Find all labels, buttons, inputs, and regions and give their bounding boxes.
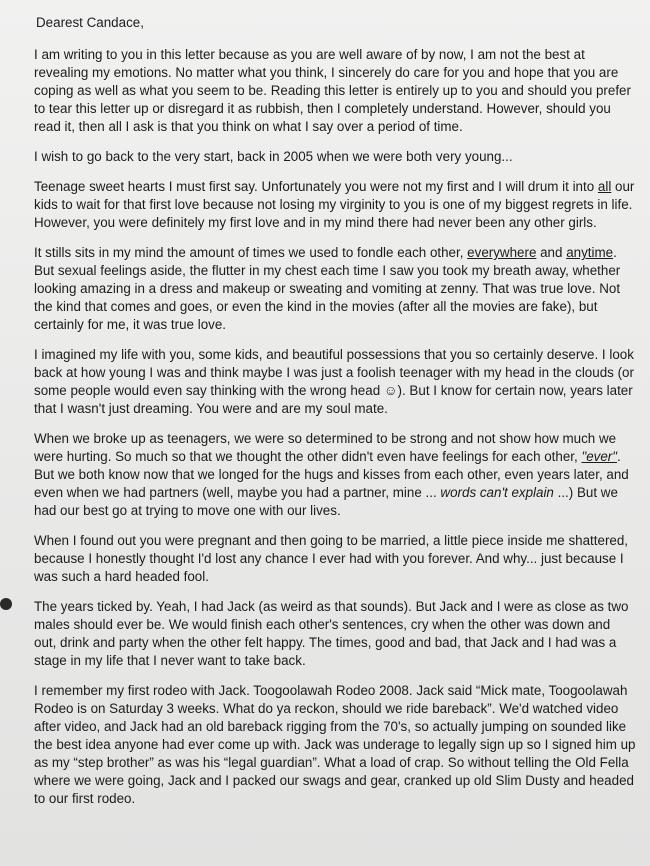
underlined-word: anytime [566, 245, 614, 260]
paragraph-text: When I found out you were pregnant and then going to be married, a little piece inside me shattered, because I honestly thought I'd lost any chance I ever had with you forever. And why... just because I was such a hard headed fool. [34, 533, 629, 584]
paragraph-text: . But we both know now that we longed for the hugs and kisses from each other, even years later, and even when we had partners (well, maybe you had a partner, mine ... [34, 449, 629, 500]
paragraph-text: ...) But we had our best go at trying to move one with our lives. [34, 485, 618, 518]
paragraph-rodeo [34, 682, 636, 808]
underlined-word: everywhere [467, 245, 537, 260]
paragraph-text: our kids to wait for that first love because not losing my virginity to you is one of my biggest regrets in life. However, you were definitely my first love and in my mind there had never been any other girls. [34, 179, 635, 230]
paragraph-start [34, 148, 636, 166]
paragraph-text: and [536, 245, 567, 260]
paragraph-text: . But sexual feelings aside, the flutter in my chest each time I saw you took my breath away, whether looking amazing in a dress and makeup or sweating and vomiting at zenny. That was true love. Not the kind that comes and goes, or even the kind in the movies (after all the movies are fake), but certainly for me, it was true love. [34, 245, 621, 332]
paragraph-intro [34, 46, 636, 136]
paragraph-broke-up [34, 430, 636, 520]
underlined-italic-word: "ever" [581, 449, 618, 464]
paragraph-pregnant [34, 532, 636, 586]
underlined-word: all [597, 179, 612, 194]
letter-greeting: Dearest Candace, [36, 15, 144, 30]
paragraph-text: It stills sits in my mind the amount of times we used to fondle each other, [34, 245, 468, 260]
paragraph-text: I imagined my life with you, some kids, and beautiful possessions that you so certainly deserve. I look back at how young I was and think maybe I was just a foolish teenager with my head in the clouds (or some people would even say thinking with the wrong head ☺). But I know for certain now, years later that I wasn't just dreaming. You were and are my soul mate. [34, 347, 634, 416]
paragraph-text: When we broke up as teenagers, we were so determined to be strong and not show how much we were hurting. So much so that we thought the other didn't even have feelings for each other, [34, 431, 617, 464]
paragraph-text: I am writing to you in this letter because as you are well aware of by now, I am not the best at revealing my emotions. No matter what you think, I sincerely do care for you and hope that you are coping as well as what you seem to be. Reading this letter is entirely up to you and should you prefer to tear this letter up or disregard it as rubbish, then I completely understand. However, should you read it, then all I ask is that you think on what I say over a period of time. [34, 47, 631, 134]
paragraph-text: I remember my first rodeo with Jack. Toogoolawah Rodeo 2008. Jack said “Mick mate, Toogoolawah Rodeo is on Saturday 3 weeks. What do ya reckon, should we ride bareback”. We'd watched video after video, and Jack had an old bareback rigging from the 70's, so actually jumping on sounded like the best idea anyone had ever come up with. Jack was underage to legally sign up so I signed him up as my “step brother” as was his “legal guardian”. What a load of crap. So without telling the Old Fella where we were going, Jack and I packed our swags and gear, cranked up old Slim Dusty and headed to our first rodeo. [34, 683, 636, 806]
paragraph-soul-mate [34, 346, 636, 418]
paragraph-jack [34, 598, 636, 670]
paragraph-text: Teenage sweet hearts I must first say. Unfortunately you were not my first and I will drum it into [34, 179, 598, 194]
paragraph-sweethearts [34, 178, 636, 232]
paragraph-text: I wish to go back to the very start, back in 2005 when we were both very young... [34, 149, 513, 164]
paragraph-true-love [34, 244, 636, 334]
paragraph-text: The years ticked by. Yeah, I had Jack (as weird as that sounds). But Jack and I were as close as two males should ever be. We would finish each other's sentences, cry when the other was down and out, drink and party when the other felt happy. The times, good and bad, that Jack and I had was a stage in my life that I never want to take back. [34, 599, 629, 668]
hole-punch-mark [0, 598, 12, 610]
italic-phrase: words can't explain [440, 485, 554, 500]
